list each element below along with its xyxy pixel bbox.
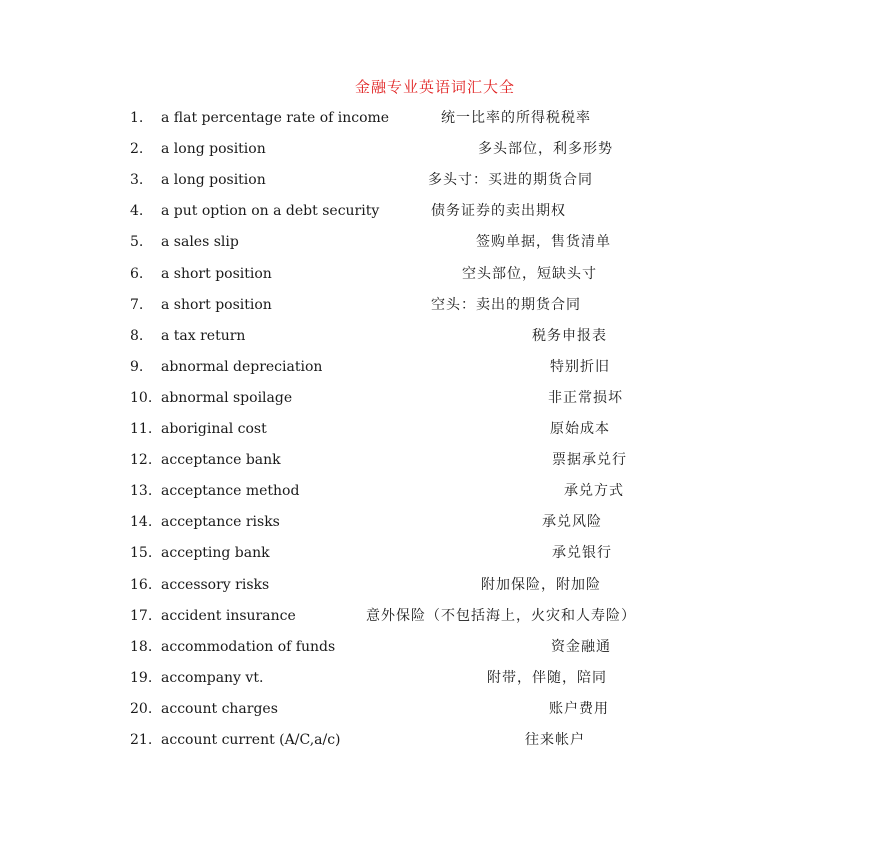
chinese-translation: 空头部位，短缺头寸 (462, 265, 597, 282)
english-term: abnormal spoilage (161, 389, 293, 406)
chinese-translation: 资金融通 (551, 638, 611, 655)
vocab-entry (130, 137, 770, 161)
vocab-entry (130, 386, 770, 410)
english-term: a tax return (161, 327, 246, 344)
entry-number: 6. (130, 265, 144, 282)
chinese-translation: 承兑银行 (552, 545, 612, 562)
vocab-entry (130, 666, 770, 690)
page-title: 金融专业英语词汇大全 (354, 78, 515, 96)
english-term: a short position (161, 296, 272, 313)
english-term: acceptance risks (161, 514, 280, 531)
vocab-entry (130, 293, 770, 317)
english-term: accident insurance (161, 607, 296, 624)
entry-number: 17. (130, 607, 153, 624)
vocab-entry (130, 324, 770, 348)
english-term: accommodation of funds (161, 638, 336, 655)
entry-number: 11. (130, 421, 153, 437)
vocab-entry (130, 510, 770, 534)
english-term: account current (A/C,a/c) (161, 732, 341, 748)
chinese-translation: 空头：卖出的期货合同 (431, 296, 581, 313)
english-term: a put option on a debt security (161, 203, 380, 220)
chinese-translation: 承兑方式 (564, 483, 624, 500)
english-term: accepting bank (161, 545, 270, 562)
vocab-entry (130, 604, 770, 628)
chinese-translation: 签购单据，售货清单 (476, 234, 611, 251)
vocab-entry (130, 168, 770, 192)
english-term: a long position (161, 141, 266, 158)
english-term: a flat percentage rate of income (161, 110, 390, 126)
entry-number: 9. (130, 358, 144, 375)
chinese-translation: 债务证券的卖出期权 (431, 203, 566, 220)
vocab-entry (130, 199, 770, 223)
chinese-translation: 往来帐户 (525, 732, 585, 748)
entry-number: 15. (130, 545, 153, 562)
vocab-entry (130, 106, 770, 130)
entry-number: 8. (130, 327, 144, 344)
chinese-translation: 统一比率的所得税税率 (441, 110, 591, 126)
vocab-entry (130, 417, 770, 441)
vocab-entry (130, 479, 770, 503)
chinese-translation: 非正常损坏 (548, 389, 623, 406)
vocab-entry (130, 355, 770, 379)
vocab-entry (130, 448, 770, 472)
english-term: a sales slip (161, 234, 239, 251)
chinese-translation: 附带，伴随，陪同 (487, 669, 607, 686)
entry-number: 20. (130, 700, 153, 717)
chinese-translation: 多头部位，利多形势 (478, 141, 613, 158)
entry-number: 14. (130, 514, 153, 531)
english-term: acceptance bank (161, 452, 281, 469)
entry-number: 16. (130, 576, 153, 593)
english-term: account charges (161, 700, 278, 717)
chinese-translation: 特别折旧 (550, 358, 610, 375)
entry-number: 7. (130, 296, 144, 313)
english-term: a long position (161, 172, 266, 189)
entry-number: 3. (130, 172, 144, 189)
entry-number: 1. (130, 110, 144, 126)
entry-number: 13. (130, 483, 153, 500)
vocab-entry (130, 262, 770, 286)
entry-number: 2. (130, 141, 144, 158)
english-term: accessory risks (161, 576, 270, 593)
entry-number: 10. (130, 389, 153, 406)
english-term: aboriginal cost (161, 421, 267, 437)
vocab-entry (130, 635, 770, 659)
vocab-entry (130, 573, 770, 597)
entry-number: 18. (130, 638, 153, 655)
chinese-translation: 票据承兑行 (552, 452, 627, 469)
chinese-translation: 多头寸：买进的期货合同 (428, 172, 593, 189)
entry-number: 19. (130, 669, 153, 686)
english-term: abnormal depreciation (161, 358, 323, 375)
chinese-translation: 原始成本 (550, 421, 610, 437)
english-term: a short position (161, 265, 272, 282)
entry-number: 21. (130, 732, 153, 748)
chinese-translation: 附加保险，附加险 (481, 576, 601, 593)
entry-number: 4. (130, 203, 144, 220)
chinese-translation: 意外保险（不包括海上，火灾和人寿险） (366, 607, 636, 624)
chinese-translation: 账户费用 (549, 700, 609, 717)
vocab-entry (130, 697, 770, 721)
entry-number: 5. (130, 234, 144, 251)
chinese-translation: 承兑风险 (542, 514, 602, 531)
entry-number: 12. (130, 452, 153, 469)
english-term: acceptance method (161, 483, 300, 500)
vocab-entry (130, 728, 770, 752)
english-term: accompany vt. (161, 669, 264, 686)
vocab-entry (130, 541, 770, 565)
chinese-translation: 税务申报表 (532, 327, 607, 344)
vocab-entry (130, 230, 770, 254)
